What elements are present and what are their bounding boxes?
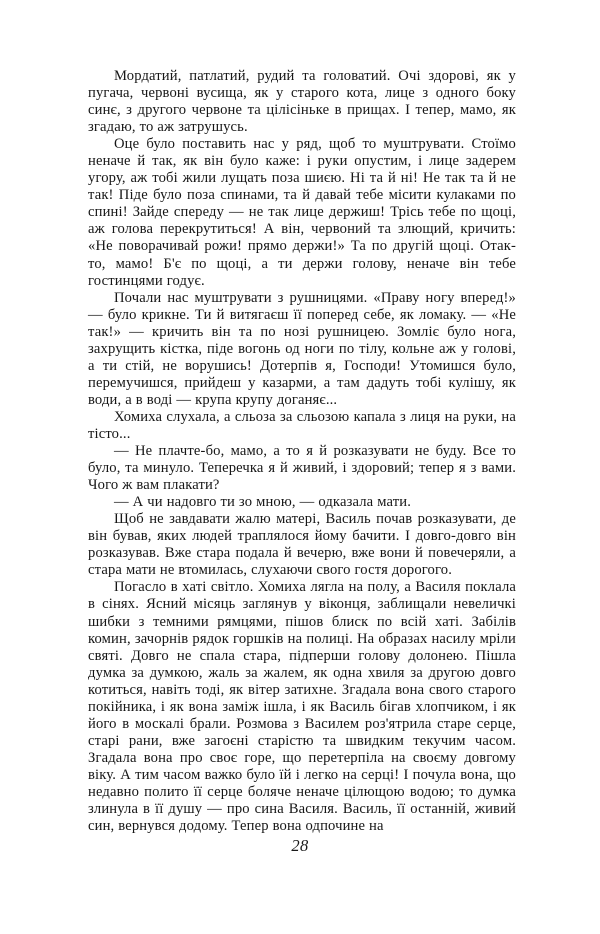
paragraph: Погасло в хаті світло. Хомиха лягла на полу, а Василя поклала в сінях. Ясний місяць заглянув у віконця, заблищали невеличкі шибки з темними рямцями, пішов блиск по всій хаті. Забілів комин, зачорнів рядок горшків на полиці. На образах насилу мріли святі. Довго не спала стара, підперши голову долонею. Пішла думка за думкою, жаль за жалем, як одна хвиля за другою довго котиться, навіть тоді, як вітер затихне. Згадала вона свого старого покійника, і як вона заміж ішла, і як Василь бігав хлопчиком, і як його в москалі брали. Розмова з Василем роз'ятрила старе серце, старі рани, вже загоєні старістю та швидким текучим часом. Згадала вона про своє горе, що перетерпіла на своєму довгому віку. А тим часом важко було їй і легко на серці! І почула вона, що недавно полито її серце боляче неначе цілющою водою; то думка злинула в її душу — про сина Василя. Василь, її останній, живий син, вернувся додому. Тепер вона одпочине на	[88, 579, 516, 835]
paragraph: — Не плачте-бо, мамо, а то я й розказувати не буду. Все то було, та минуло. Теперечка я й живий, і здоровий; тепер я з вами. Чого ж вам плакати?	[88, 443, 516, 494]
paragraph: — А чи надовго ти зо мною, — одказала мати.	[114, 494, 412, 511]
paragraph: Хомиха слухала, а сльоза за сльозою капала з лиця на руки, на тісто...	[88, 408, 516, 442]
page-text-body	[88, 68, 516, 835]
paragraph: Почали нас муштрувати з рушницями. «Праву ногу вперед!» — було крикне. Ти й витягаєш її поперед себе, як ломаку. — «Не так!» — кричить він та по нозі рушницею. Зомліє було нога, захрущить кістка, піде вогонь од ноги по тілу, кольне аж у голові, а ти стій, не ворушись! Дотерпів я, Господи! Утомишся було, перемучишся, прийдеш у казарми, а там дадуть тобі кулішу, як води, а в воді — крупа крупу доганяє...	[88, 289, 516, 408]
paragraph: Щоб не завдавати жалю матері, Василь почав розказувати, де він бував, яких людей траплялося йому бачити. І довго-довго він розказував. Вже стара подала й вечерю, вже вони й повечеряли, а стара мати не втомилась, слухаючи свого гостя дорогого.	[88, 511, 516, 579]
paragraph: Оце було поставить нас у ряд, щоб то муштрувати. Стоїмо неначе й так, як він було каже: і руки опустим, і лице задерем угору, аж тобі жили лущать поза шиєю. Ні та й ні! Не так та й не так! Піде було поза спинами, та й давай тебе місити кулаками по спині! Зайде спереду — не так лице держиш! Трісь тебе по щоці, аж голова перекрутиться! А він, червоний та злющий, кричить: «Не поворачивай рожи! прямо держи!» Та по другій щоці. Отак-то, мамо! Б'є по щоці, а ти держи голову, неначе він тебе гостинцями годує.	[88, 136, 516, 289]
paragraph: Мордатий, патлатий, рудий та головатий. Очі здорові, як у пугача, червоні вусища, як у старого кота, лице з одного боку синє, з другого червоне та цілісіньке в прищах. І тепер, мамо, як згадаю, то аж затрушусь.	[88, 68, 516, 136]
page-number: 28	[291, 836, 309, 855]
